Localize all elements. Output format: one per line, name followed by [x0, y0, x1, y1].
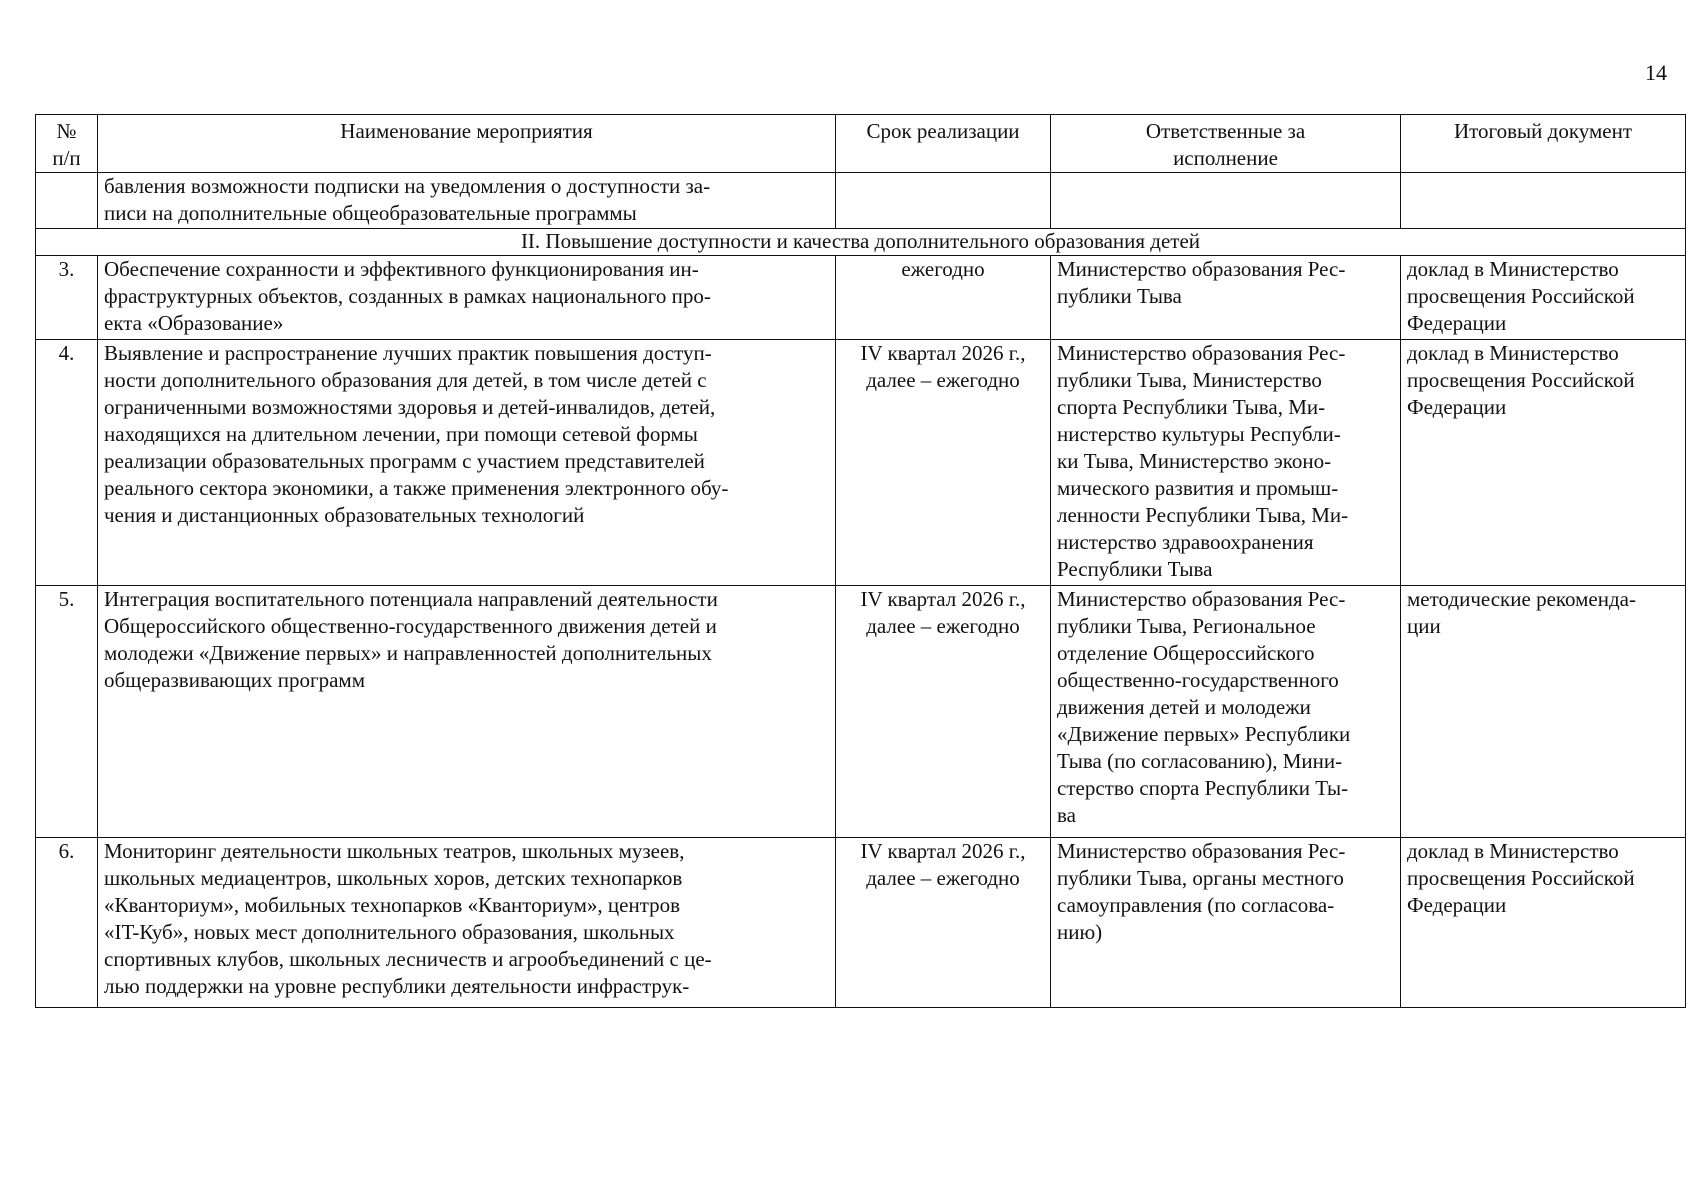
row-name: Выявление и распространение лучших практик повышения доступ- ности дополнительного образования для детей, в том числе детей с ограниченными возможностями здоровья и детей-инвалидов, детей, находящихся на длительном лечении, при помощи сетевой формы реализации образовательных программ с участием представителей реального сектора экономики, а также применения электронного обу- чения и дистанционных образовательных технологий [98, 340, 836, 586]
page-number: 14 [1645, 60, 1667, 85]
row-responsible: Министерство образования Рес- публики Тыва, Министерство спорта Республики Тыва, Ми- нистерство культуры Республи- ки Тыва, Министерство эконо- мического развития и промыш- ленности Республики Тыва, Ми- нистерство здравоохранения Республики Тыва [1051, 340, 1401, 586]
row-num: 4. [36, 340, 98, 586]
section-title: II. Повышение доступности и качества дополнительного образования детей [36, 229, 1686, 256]
row-document [1401, 173, 1686, 229]
row-responsible: Министерство образования Рес- публики Тыва, Региональное отделение Общероссийского общественно-государственного движения детей и молодежи «Движение первых» Республики Тыва (по согласованию), Мини- стерство спорта Республики Ты- ва [1051, 586, 1401, 838]
row-num: 3. [36, 256, 98, 340]
header-term: Срок реализации [836, 115, 1051, 173]
header-name: Наименование мероприятия [98, 115, 836, 173]
row-name: Интеграция воспитательного потенциала направлений деятельности Общероссийского общественно-государственного движения детей и молодежи «Движение первых» и направленностей дополнительных общеразвивающих программ [98, 586, 836, 838]
row-num: 6. [36, 838, 98, 1008]
row-responsible: Министерство образования Рес- публики Тыва [1051, 256, 1401, 340]
header-responsible: Ответственные за исполнение [1051, 115, 1401, 173]
row-term: ежегодно [836, 256, 1051, 340]
row-responsible: Министерство образования Рес- публики Тыва, органы местного самоуправления (по согласова- нию) [1051, 838, 1401, 1008]
row-responsible [1051, 173, 1401, 229]
header-num: № п/п [36, 115, 98, 173]
table-row [36, 340, 1686, 586]
row-name: бавления возможности подписки на уведомления о доступности за- писи на дополнительные общеобразовательные программы [98, 173, 836, 229]
row-term [836, 173, 1051, 229]
row-num: 5. [36, 586, 98, 838]
section-row [36, 229, 1686, 256]
continuation-row [36, 173, 1686, 229]
row-name: Мониторинг деятельности школьных театров, школьных музеев, школьных медиацентров, школьных хоров, детских технопарков «Кванториум», мобильных технопарков «Кванториум», центров «IT-Куб», новых мест дополнительного образования, школьных спортивных клубов, школьных лесничеств и агрообъединений с це- лью поддержки на уровне республики деятельности инфраструк- [98, 838, 836, 1008]
row-term: IV квартал 2026 г., далее – ежегодно [836, 838, 1051, 1008]
plan-table [35, 114, 1686, 1008]
table-row [36, 586, 1686, 838]
header-document: Итоговый документ [1401, 115, 1686, 173]
row-document: доклад в Министерство просвещения Российской Федерации [1401, 838, 1686, 1008]
row-document: доклад в Министерство просвещения Российской Федерации [1401, 256, 1686, 340]
row-name: Обеспечение сохранности и эффективного функционирования ин- фраструктурных объектов, созданных в рамках национального про- екта «Образование» [98, 256, 836, 340]
row-document: доклад в Министерство просвещения Российской Федерации [1401, 340, 1686, 586]
row-term: IV квартал 2026 г., далее – ежегодно [836, 586, 1051, 838]
row-term: IV квартал 2026 г., далее – ежегодно [836, 340, 1051, 586]
row-num [36, 173, 98, 229]
row-document: методические рекоменда- ции [1401, 586, 1686, 838]
table-row [36, 838, 1686, 1008]
table-row [36, 256, 1686, 340]
table-header-row [36, 115, 1686, 173]
